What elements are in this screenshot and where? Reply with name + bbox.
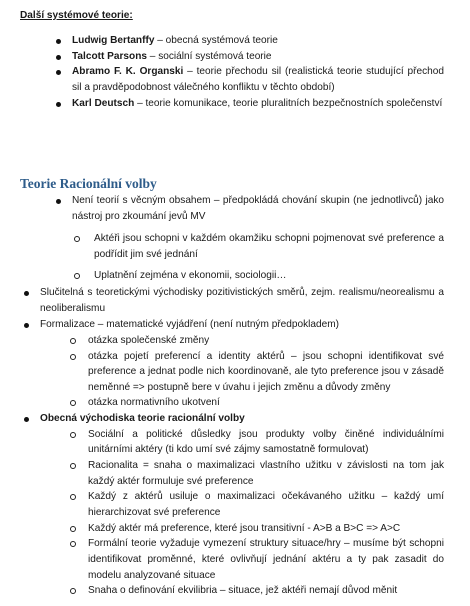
sub-list-item: otázka společenské změny <box>70 333 444 349</box>
theorist-name: Talcott Parsons <box>72 50 147 62</box>
theory-text: – sociální systémová teorie <box>146 50 272 62</box>
theorist-name: Abramo F. K. Organski <box>72 66 184 78</box>
list-item <box>56 96 444 112</box>
theory-text: – teorie přechodu sil (realistická teorie studující přechod sil a pravděpodobnost válečného konfliktu v těchto období) <box>72 66 444 93</box>
section-heading-racionalni-volba: Teorie Racionální volby <box>20 176 157 191</box>
circle-bullet-icon <box>70 432 76 438</box>
sub-list-item: Racionalita = snaha o maximalizaci vlastního užitku v závislosti na tom jak každý aktér formuluje své preference <box>70 458 444 489</box>
sub-list-item: Každý z aktérů usiluje o maximalizaci očekávaného užitku – každý umí hierarchizovat své preference <box>70 489 444 520</box>
circle-bullet-icon <box>70 338 76 344</box>
bullet-icon <box>24 291 29 296</box>
sub-list-item: otázka pojetí preferencí a identity aktérů – jsou schopni identifikovat své preference a jednat podle nich koordinovaně, ale tyto preference jsou v zásadě neměnné => postupně bere v úvahu i jejich změnu a důvody změny <box>70 349 444 396</box>
section-title-systemove-teorie: Další systémové teorie: <box>20 10 133 21</box>
bullet-icon <box>56 70 61 75</box>
circle-bullet-icon <box>70 400 76 406</box>
formalizace-sublist <box>70 333 444 411</box>
bullet-icon <box>56 39 61 44</box>
bullet-icon <box>24 417 29 422</box>
list-item: Obecná východiska teorie racionální volby Sociální a politické důsledky jsou produkty volby činěné individuálními unitárními aktéry (ti kdo umí své zájmy samostatně formulovat) Racionalita = snaha o maximalizaci vlastního užitku v závislosti na tom jak každý aktér formuluje své preference Každý z aktérů usiluje o maximalizaci očekávaného užitku – každý umí hierarchizovat své preference Každý aktér má preference, které jsou transitivní - A>B a B>C => A>C Formální teorie vyžaduje vymezení struktury situace/hry – musíme být schopni identifikovat proměnné, které ovlivňují jednání aktéru a ty pak zasadit do modelu analyzované situace Snaha o definování ekvilibria – situace, jež aktéři nemají důvod měnit <box>24 411 444 599</box>
circle-bullet-icon <box>74 273 80 279</box>
intro-sublist <box>74 231 444 283</box>
intro-list <box>56 193 444 283</box>
sub-list-item: Sociální a politické důsledky jsou produkty volby činěné individuálními unitárními aktéry (ti kdo umí své zájmy samostatně formulovat) <box>70 427 444 458</box>
list-item: Formalizace – matematické vyjádření (není nutným předpokladem) otázka společenské změny otázka pojetí preferencí a identity aktérů – jsou schopni identifikovat své preference a jednat podle nich koordinovaně, ale tyto preference jsou v zásadě neměnné => postupně bere v úvahu i jejich změnu a důvody změny otázka normativního ukotvení <box>24 317 444 411</box>
circle-bullet-icon <box>74 236 80 242</box>
sub-list-item: otázka normativního ukotvení <box>70 395 444 411</box>
sub-list-item: Uplatnění zejména v ekonomii, sociologii… <box>74 268 444 284</box>
intro-text: Není teorií s věcným obsahem – předpokládá chování skupin (ne jednotlivců) jako nástroj pro zkoumání jevů MV <box>72 195 444 222</box>
theory-text: – teorie komunikace, teorie pluralitních bezpečnostních společenství <box>134 97 443 109</box>
bullet-icon <box>56 102 61 107</box>
theory-text: – obecná systémová teorie <box>157 35 278 46</box>
sub-list-item: Každý aktér má preference, které jsou transitivní - A>B a B>C => A>C <box>70 521 444 537</box>
list-item <box>56 64 444 95</box>
theorist-name: Ludwig Bertanffy <box>72 35 158 46</box>
sub-list-item: Snaha o definování ekvilibria – situace, jež aktéři nemají důvod měnit <box>70 583 444 599</box>
systemove-teorie-list <box>56 33 444 111</box>
circle-bullet-icon <box>70 541 76 547</box>
list-item: Slučitelná s teoretickými východisky pozitivistických směrů, zejm. realismu/neorealismu a neoliberalismu <box>24 285 444 316</box>
circle-bullet-icon <box>70 526 76 532</box>
theorist-name: Karl Deutsch <box>72 97 135 109</box>
circle-bullet-icon <box>70 463 76 469</box>
circle-bullet-icon <box>70 494 76 500</box>
list-item <box>56 33 444 49</box>
bullet-icon <box>56 199 61 204</box>
circle-bullet-icon <box>70 588 76 594</box>
vychodiska-sublist <box>70 427 444 599</box>
circle-bullet-icon <box>70 354 76 360</box>
sub-list-item: Aktéři jsou schopni v každém okamžiku schopni pojmenovat své preference a podřídit jim své jednání <box>74 231 444 262</box>
bullet-icon <box>56 55 61 60</box>
list-item <box>56 49 444 65</box>
bullet-icon <box>24 323 29 328</box>
racionalni-volba-list <box>24 285 444 599</box>
list-item <box>56 193 444 283</box>
sub-list-item: Formální teorie vyžaduje vymezení struktury situace/hry – musíme být schopni identifikovat proměnné, které ovlivňují jednání aktéru a ty pak zasadit do modelu analyzované situace <box>70 536 444 583</box>
